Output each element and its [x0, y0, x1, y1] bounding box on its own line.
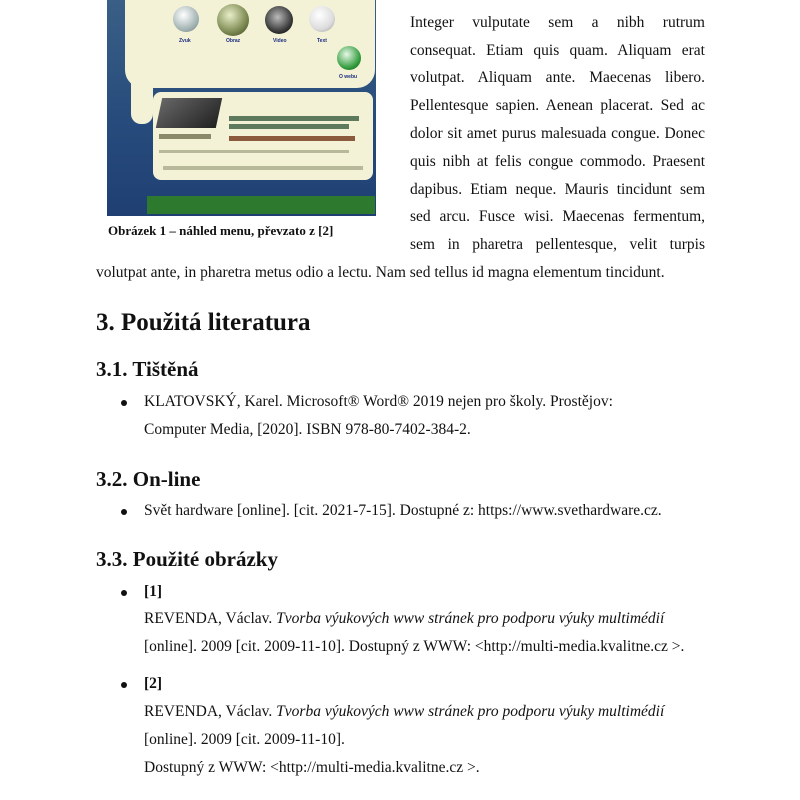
menu-sound-icon [173, 6, 199, 32]
subsection-heading-printed: 3.1. Tištěná [96, 357, 199, 381]
clipped-text-line [410, 0, 705, 2]
reference-line [144, 609, 664, 629]
reference-work-title: Tvorba výukových www stránek pro podporu výuky multimédií [276, 703, 665, 720]
menu-about-icon [337, 46, 361, 70]
reference-line: [online]. 2009 [cit. 2009-11-10]. Dostupný z WWW: <http://multi-media.kvalitne.cz >. [144, 638, 685, 655]
paragraph-line: Pellentesque sapien. Aenean placerat. Sed ac [410, 97, 705, 114]
menu-label-video: Video [273, 38, 287, 44]
paragraph-line: sed arcu. Fusce wisi. Maecenas fermentum, [410, 208, 705, 225]
reference-line: Dostupný z WWW: <http://multi-media.kvalitne.cz >. [144, 759, 480, 776]
reference-tag: [1] [144, 583, 163, 600]
bullet-icon [121, 590, 127, 596]
paragraph-line: volutpat. Aliquam ante. Maecenas libero. [410, 69, 705, 86]
menu-label-sound: Zvuk [179, 38, 191, 44]
reference-line: [online]. 2009 [cit. 2009-11-10]. [144, 731, 345, 748]
menu-label-image: Obraz [226, 38, 241, 44]
reference-work-title: Tvorba výukových www stránek pro podporu výuky multimédií [276, 610, 665, 627]
figure-dark-illustration [156, 98, 222, 128]
paragraph-line: dolor sit amet purus malesuada congue. Donec [410, 125, 705, 142]
subsection-heading-online: 3.2. On-line [96, 467, 201, 491]
reference-line: Computer Media, [2020]. ISBN 978-80-7402-384-2. [144, 421, 471, 438]
menu-text-icon [309, 6, 335, 32]
reference-tag: [2] [144, 675, 163, 692]
bullet-icon [121, 682, 127, 688]
reference-line: Svět hardware [online]. [cit. 2021-7-15]. Dostupné z: https://www.svethardware.cz. [144, 502, 662, 519]
paragraph-line: sem in pharetra pellentesque, velit turpis [410, 236, 705, 253]
paragraph-line: quis nibh at felis congue commodo. Praesent [410, 153, 705, 170]
reference-author: REVENDA, Václav. [144, 703, 273, 720]
menu-label-text: Text [317, 38, 327, 44]
figure-content-area [153, 92, 373, 180]
subsection-heading-images: 3.3. Použité obrázky [96, 547, 278, 571]
menu-label-about: O webu [339, 74, 358, 80]
bullet-icon [121, 400, 127, 406]
reference-author: REVENDA, Václav. [144, 610, 273, 627]
paragraph-line: Integer vulputate sem a nibh rutrum [410, 14, 705, 31]
figure-side-tab [131, 60, 153, 124]
paragraph-line: dapibus. Etiam neque. Mauris tincidunt sem [410, 181, 705, 198]
menu-image-icon [217, 4, 249, 36]
figure-menu-panel [125, 0, 375, 88]
figure-screenshot [107, 0, 376, 216]
figure-caption: Obrázek 1 – náhled menu, převzato z [2] [108, 223, 334, 238]
bullet-icon [121, 509, 127, 515]
figure-grass-strip [147, 196, 375, 214]
menu-video-icon [265, 6, 293, 34]
section-heading: 3. Použitá literatura [96, 309, 311, 336]
reference-line [144, 702, 664, 722]
paragraph-line: volutpat ante, in pharetra metus odio a lectu. Nam sed tellus id magna elementum tincidunt. [96, 264, 665, 281]
paragraph-line: consequat. Etiam quis quam. Aliquam erat [410, 42, 705, 59]
reference-line: KLATOVSKÝ, Karel. Microsoft® Word® 2019 nejen pro školy. Prostějov: [144, 393, 613, 410]
